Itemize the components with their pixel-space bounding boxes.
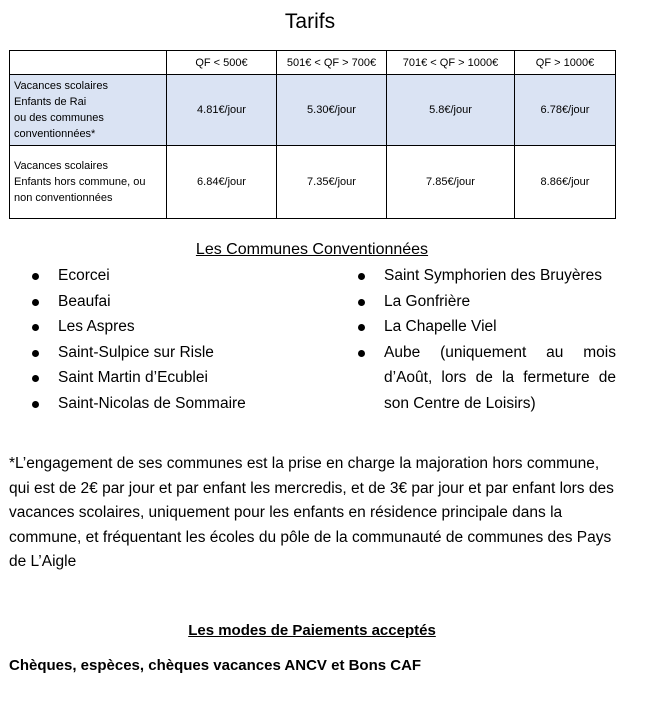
list-item [32, 314, 332, 340]
communes-list-left [32, 263, 332, 417]
price-cell: 6.84€/jour [167, 146, 277, 219]
bullet-icon [32, 324, 39, 331]
bullet-icon [32, 375, 39, 382]
row-label-line: Vacances scolaires [14, 160, 108, 172]
commune-name: La Gonfrière [384, 292, 471, 310]
table-header-cell: QF > 1000€ [515, 51, 616, 75]
row-label [10, 146, 167, 219]
bullet-icon [32, 350, 39, 357]
table-row [10, 146, 616, 219]
bullet-icon [32, 401, 39, 408]
price-cell: 8.86€/jour [515, 146, 616, 219]
row-label [10, 75, 167, 146]
bullet-icon [32, 299, 39, 306]
list-item [358, 314, 616, 340]
list-item [32, 289, 332, 315]
table-header-empty [10, 51, 167, 75]
price-cell: 4.81€/jour [167, 75, 277, 146]
table-header-row [10, 51, 616, 75]
row-label-line: non conventionnées [14, 192, 113, 204]
commune-name: Beaufai [58, 292, 111, 310]
row-label-line: conventionnées* [14, 128, 96, 140]
table-header-cell: 501€ < QF > 700€ [277, 51, 387, 75]
row-label-line: Enfants hors commune, ou [14, 176, 146, 188]
page-title: Tarifs [284, 10, 336, 33]
row-label-line: Vacances scolaires [14, 80, 108, 92]
list-item [32, 391, 332, 417]
list-item [32, 340, 332, 366]
table-header-cell: QF < 500€ [167, 51, 277, 75]
bullet-icon [32, 273, 39, 280]
bullet-icon [358, 273, 365, 280]
price-cell: 5.8€/jour [387, 75, 515, 146]
commune-name: La Chapelle Viel [384, 318, 497, 336]
list-item [32, 263, 332, 289]
price-cell: 5.30€/jour [277, 75, 387, 146]
commune-name: Saint Symphorien des Bruyères [384, 267, 602, 284]
payments-text: Chèques, espèces, chèques vacances ANCV et Bons CAF [9, 657, 422, 674]
tarifs-table [9, 50, 616, 219]
commune-name: Aube (uniquement au mois d’Août, lors de la fermeture de son Centre de Loisirs) [384, 343, 616, 412]
table-header-cell: 701€ < QF > 1000€ [387, 51, 515, 75]
bullet-icon [358, 299, 365, 306]
communes-heading: Les Communes Conventionnées [195, 241, 429, 258]
commune-name: Saint-Nicolas de Sommaire [58, 394, 246, 412]
list-item [358, 340, 616, 417]
communes-list-right [358, 263, 616, 417]
list-item [358, 289, 616, 315]
payments-heading: Les modes de Paiements acceptés [188, 622, 436, 639]
commune-name: Les Aspres [58, 318, 135, 336]
footnote-paragraph: *L’engagement de ses communes est la prise en charge la majoration hors commune, qui est de 2€ par jour et par enfant les mercredis, et de 3€ par jour et par enfant lors des vacances scolaires, uniquement pour les enfants en résidence principale dans la commune, et fréquentant les écoles du pôle de la communauté de communes des Pays de L’Aigle [9, 455, 614, 570]
commune-name: Saint-Sulpice sur Risle [58, 343, 214, 361]
commune-name: Ecorcei [58, 267, 110, 284]
table-row [10, 75, 616, 146]
price-cell: 6.78€/jour [515, 75, 616, 146]
list-item [32, 365, 332, 391]
price-cell: 7.35€/jour [277, 146, 387, 219]
price-cell: 7.85€/jour [387, 146, 515, 219]
list-item [358, 263, 616, 289]
bullet-icon [358, 324, 365, 331]
row-label-line: ou des communes [14, 112, 104, 124]
bullet-icon [358, 350, 365, 357]
commune-name: Saint Martin d’Ecublei [58, 369, 208, 387]
row-label-line: Enfants de Rai [14, 96, 87, 108]
